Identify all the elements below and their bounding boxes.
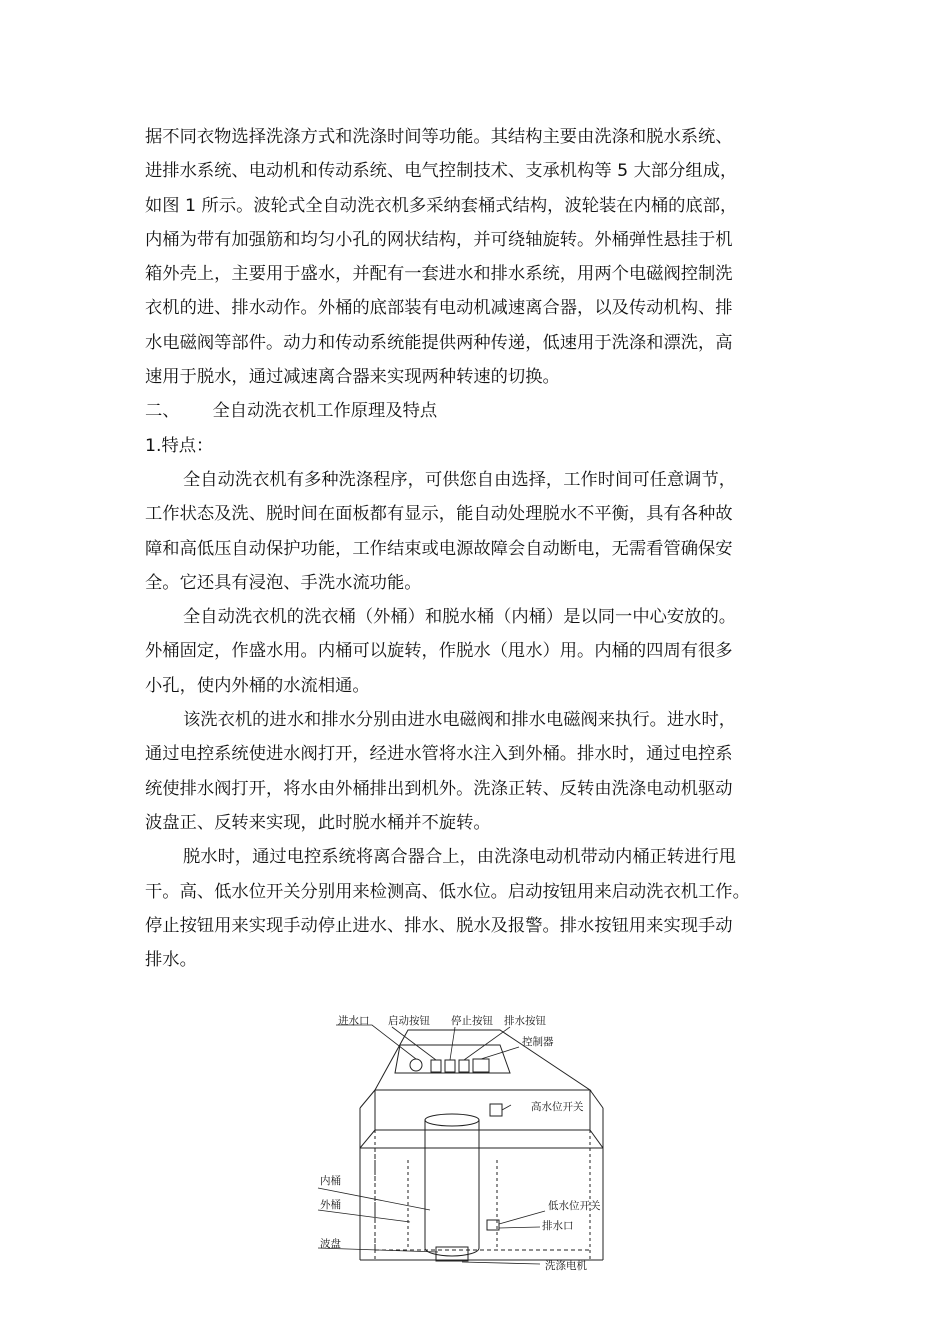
label-wash-motor: 洗涤电机 [545,1260,587,1272]
text-line: 障和高低压自动保护功能，工作结束或电源故障会自动断电，无需看管确保安 [145,538,733,559]
label-low-level-switch: 低水位开关 [548,1200,601,1212]
label-stop-button: 停止按钮 [451,1015,493,1027]
text-line: 衣机的进、排水动作。外桶的底部装有电动机减速离合器，以及传动机构、排 [145,298,733,319]
text-line: 水电磁阀等部件。动力和传动系统能提供两种传递，低速用于洗涤和漂洗，高 [145,332,733,353]
label-drain-button: 排水按钮 [504,1015,546,1027]
start-button-shape [431,1060,441,1072]
drain-button-shape [459,1060,469,1072]
text-line: 进排水系统、电动机和传动系统、电气控制技术、支承机构等 5 大部分组成， [145,161,738,182]
text-line: 速用于脱水，通过减速离合器来实现两种转速的切换。 [145,367,560,388]
text-line: 如图 1 所示。波轮式全自动洗衣机多采纳套桶式结构，波轮装在内桶的底部， [145,195,738,216]
text-line: 全自动洗衣机的洗衣桶（外桶）和脱水桶（内桶）是以同一中心安放的。 [183,607,737,628]
high-level-switch-shape [490,1104,502,1116]
stop-button-shape [445,1060,455,1072]
section-heading: 二、 全自动洗衣机工作原理及特点 [145,401,438,422]
controller-shape [473,1059,489,1072]
label-inner-tub: 内桶 [320,1175,341,1187]
label-high-level-switch: 高水位开关 [531,1101,584,1113]
text-line: 该洗衣机的进水和排水分别由进水电磁阀和排水电磁阀来执行。进水时， [183,710,737,731]
label-drain-outlet: 排水口 [542,1220,574,1232]
text-line: 外桶固定，作盛水用。内桶可以旋转，作脱水（甩水）用。内桶的四周有很多 [145,641,733,662]
text-line: 全自动洗衣机有多种洗涤程序，可供您自由选择，工作时间可任意调节， [183,469,737,490]
text-line: 排水。 [145,950,197,971]
text-line: 干。高、低水位开关分别用来检测高、低水位。启动按钮用来启动洗衣机工作。 [145,881,750,902]
inlet-port [410,1059,422,1071]
label-controller: 控制器 [522,1036,554,1048]
text-line: 内桶为带有加强筋和均匀小孔的网状结构，并可绕轴旋转。外桶弹性悬挂于机 [145,229,733,250]
label-start-button: 启动按钮 [388,1015,430,1027]
text-line: 据不同衣物选择洗涤方式和洗涤时间等功能。其结构主要由洗涤和脱水系统、 [145,127,733,147]
text-line: 工作状态及洗、脱时间在面板都有显示，能自动处理脱水不平衡，具有各种故 [145,504,733,525]
text-line: 通过电控系统使进水阀打开，经进水管将水注入到外桶。排水时，通过电控系 [145,744,733,765]
subheading: 1.特点： [145,435,214,456]
text-line: 波盘正、反转来实现，此时脱水桶并不旋转。 [145,812,491,833]
text-line: 箱外壳上，主要用于盛水，并配有一套进水和排水系统，用两个电磁阀控制洗 [145,264,733,285]
text-line: 小孔，使内外桶的水流相通。 [145,675,370,696]
label-outer-tub: 外桶 [320,1199,341,1211]
text-line: 统使排水阀打开，将水由外桶排出到机外。洗涤正转、反转由洗涤电动机驱动 [145,778,733,799]
pulsator-shape [436,1247,468,1261]
text-line: 脱水时，通过电控系统将离合器合上，由洗涤电动机带动内桶正转进行甩 [183,847,737,868]
control-panel [395,1045,510,1073]
label-pulsator: 波盘 [320,1238,341,1250]
label-inlet: 进水口 [338,1015,370,1027]
text-line: 停止按钮用来实现手动停止进水、排水、脱水及报警。排水按钮用来实现手动 [145,915,733,936]
text-line: 全。它还具有浸泡、手洗水流功能。 [145,572,422,593]
tub-assembly [408,1104,502,1261]
